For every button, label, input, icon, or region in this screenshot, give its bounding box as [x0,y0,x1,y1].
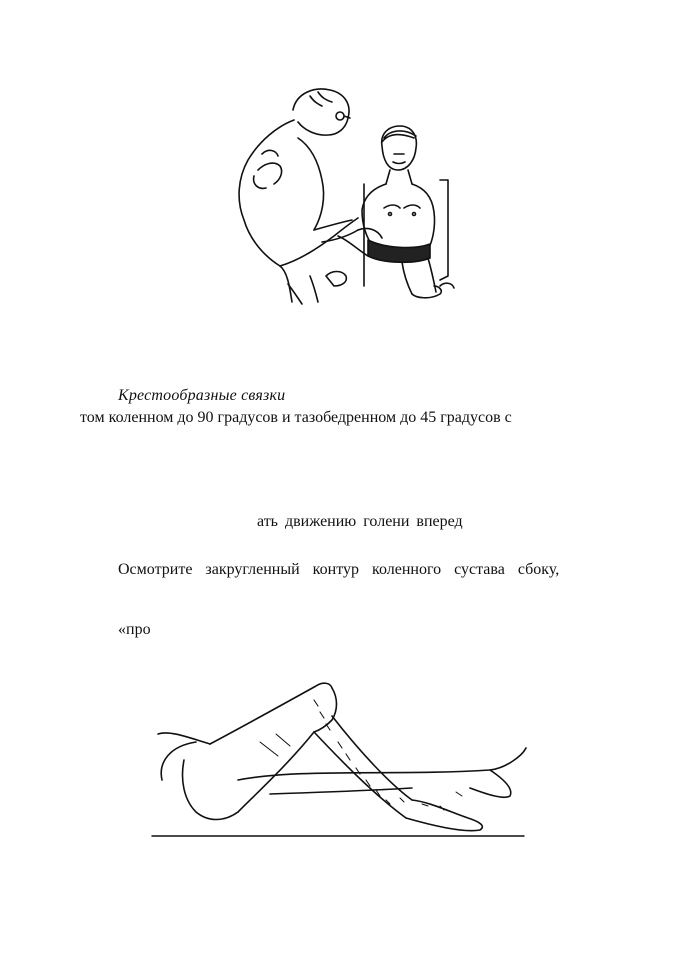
illustration-knee-examination [218,80,468,305]
illustration-bent-knee-side-view [150,672,528,842]
body-text-line: «про [118,621,151,638]
body-text-line: ать движению голени вперед [257,513,463,530]
section-heading: Крестообразные связки [118,387,286,404]
body-text-line: Осмотрите закругленный контур коленного сустава сбоку, [118,561,560,578]
body-text-line: том коленном до 90 градусов и тазобедренном до 45 градусов с [80,409,512,426]
